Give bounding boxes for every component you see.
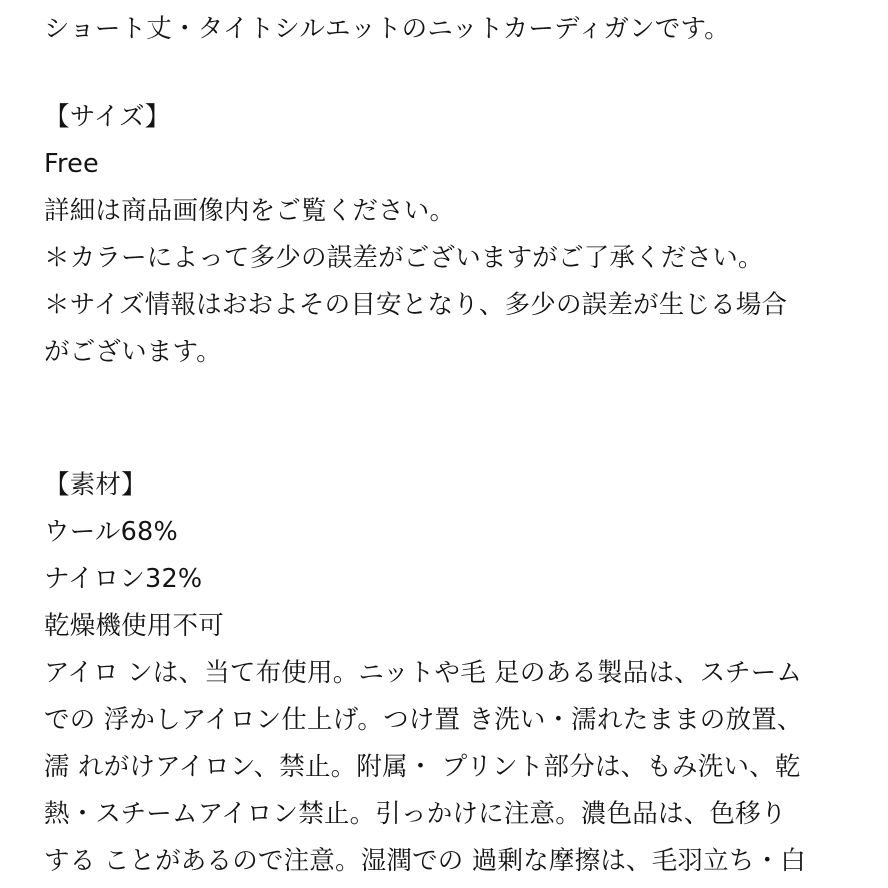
- size-block: [44, 94, 844, 376]
- size-heading: 【サイズ】: [44, 102, 171, 132]
- size-line-1: Free: [44, 149, 99, 179]
- block-spacer-1: [44, 53, 844, 94]
- material-heading: 【素材】: [44, 470, 147, 500]
- care-line-1: アイロ ンは、当て布使用。ニットや毛 足のある製品は、スチーム: [44, 658, 803, 688]
- intro-line-1: ショート丈・タイトシルエットのニットカーディガンです。: [44, 14, 730, 44]
- intro-block: [44, 0, 844, 53]
- size-line-3: ＊カラーによって多少の誤差がございますがご了承ください。: [44, 243, 764, 273]
- size-line-2: 詳細は商品画像内をご覧ください。: [44, 196, 456, 226]
- material-block: [44, 462, 844, 885]
- page-bottom-fade: [0, 880, 888, 888]
- care-line-3: 濡 れがけアイロン、禁止。附属・ プリント部分は、もみ洗い、乾: [44, 752, 801, 782]
- size-line-5: がございます。: [44, 337, 222, 367]
- care-line-5: する ことがあるので注意。湿潤での 過剰な摩擦は、毛羽立ち・白: [44, 846, 806, 876]
- care-line-2: での 浮かしアイロン仕上げ。つけ置 き洗い・濡れたままの放置、: [44, 705, 803, 735]
- size-line-4: ＊サイズ情報はおおよその目安となり、多少の誤差が生じる場合: [44, 290, 788, 320]
- material-line-3: 乾燥機使用不可: [44, 611, 224, 641]
- care-line-4: 熱・スチームアイロン禁止。引っかけに注意。濃色品は、色移り: [44, 799, 787, 829]
- material-line-1: ウール68%: [44, 517, 178, 547]
- block-spacer-2: [44, 376, 844, 462]
- material-line-2: ナイロン32%: [44, 564, 203, 594]
